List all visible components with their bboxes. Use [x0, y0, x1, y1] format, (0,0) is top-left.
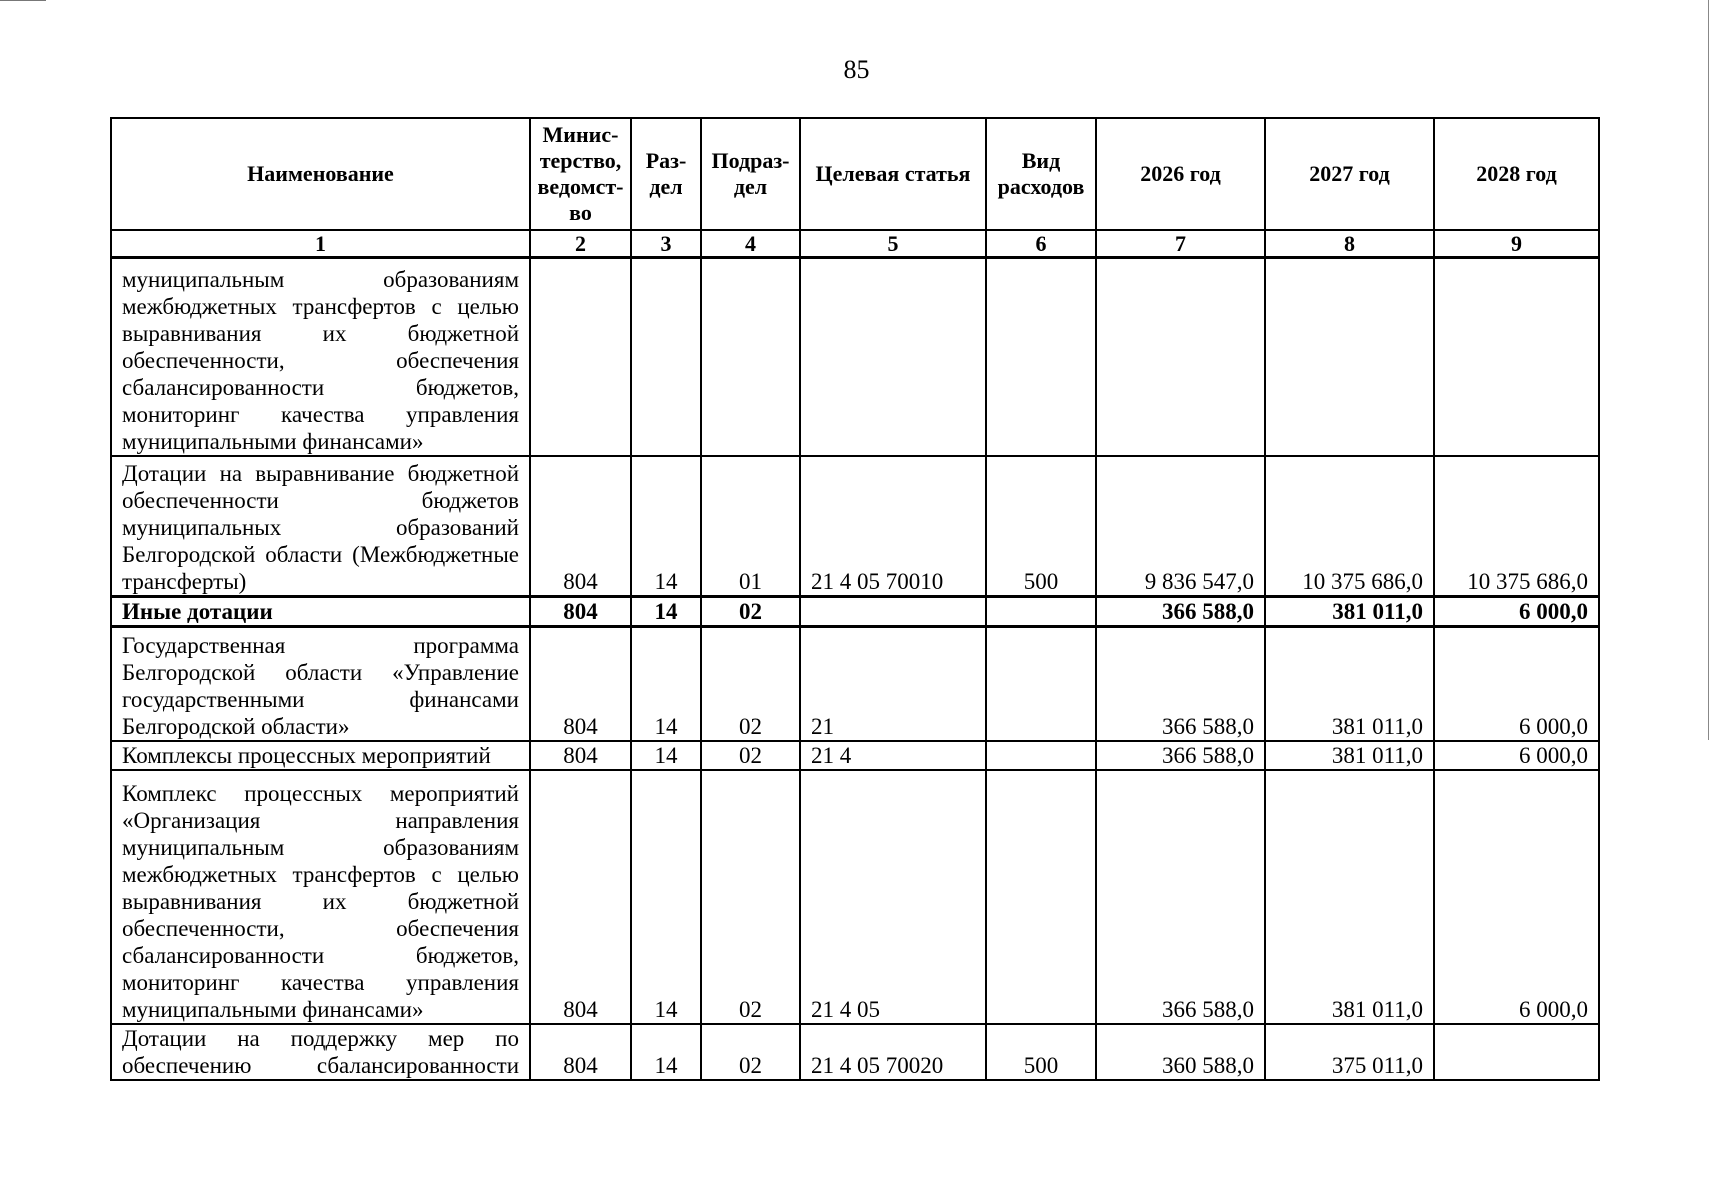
row-amount-2027: 381 011,0 [1265, 770, 1434, 1024]
scan-edge-line [1708, 0, 1709, 740]
row-expense-kind [986, 627, 1096, 741]
row-target-article [800, 258, 986, 456]
row-amount-2026: 366 588,0 [1096, 627, 1265, 741]
header-year-2026: 2026 год [1096, 118, 1265, 230]
column-number: 8 [1265, 230, 1434, 258]
header-subsection: Подраз-дел [701, 118, 800, 230]
row-subsection [701, 258, 800, 456]
row-section: 14 [631, 597, 701, 627]
row-amount-2028 [1434, 258, 1599, 456]
row-amount-2027: 10 375 686,0 [1265, 456, 1434, 597]
row-name: Иные дотации [111, 597, 530, 627]
table-header [111, 118, 1599, 258]
row-name: муниципальным образованиям межбюджетных трансфертов с целью выравнивания их бюджетной обеспеченности, обеспечения сбалансированности бюджетов, мониторинг качества управления муниципальными финансами» [111, 258, 530, 456]
row-amount-2028: 10 375 686,0 [1434, 456, 1599, 597]
table-row-total [111, 597, 1599, 627]
row-target-article: 21 4 05 70020 [800, 1024, 986, 1080]
row-expense-kind [986, 597, 1096, 627]
column-number: 3 [631, 230, 701, 258]
row-amount-2026: 366 588,0 [1096, 741, 1265, 770]
header-name: Наименование [111, 118, 530, 230]
row-subsection: 02 [701, 1024, 800, 1080]
column-number: 2 [530, 230, 631, 258]
row-expense-kind: 500 [986, 1024, 1096, 1080]
row-subsection: 02 [701, 741, 800, 770]
row-amount-2026: 360 588,0 [1096, 1024, 1265, 1080]
row-ministry: 804 [530, 627, 631, 741]
table-body [111, 258, 1599, 1080]
column-number: 6 [986, 230, 1096, 258]
row-target-article: 21 4 [800, 741, 986, 770]
row-name: Дотации на выравнивание бюджетной обеспеченности бюджетов муниципальных образований Белгородской области (Межбюджетные трансферты) [111, 456, 530, 597]
row-amount-2028: 6 000,0 [1434, 770, 1599, 1024]
row-expense-kind [986, 258, 1096, 456]
table-row [111, 741, 1599, 770]
row-ministry: 804 [530, 597, 631, 627]
row-ministry: 804 [530, 741, 631, 770]
header-target-article: Целевая статья [800, 118, 986, 230]
row-amount-2027: 375 011,0 [1265, 1024, 1434, 1080]
row-amount-2027: 381 011,0 [1265, 627, 1434, 741]
row-amount-2028: 6 000,0 [1434, 741, 1599, 770]
table-row [111, 258, 1599, 456]
column-number: 1 [111, 230, 530, 258]
row-subsection: 02 [701, 770, 800, 1024]
scan-artifact-line [0, 0, 46, 1]
row-section: 14 [631, 741, 701, 770]
row-target-article: 21 4 05 70010 [800, 456, 986, 597]
row-target-article: 21 [800, 627, 986, 741]
row-subsection: 01 [701, 456, 800, 597]
row-amount-2028: 6 000,0 [1434, 597, 1599, 627]
row-ministry: 804 [530, 456, 631, 597]
row-amount-2026: 366 588,0 [1096, 770, 1265, 1024]
row-expense-kind [986, 741, 1096, 770]
row-section: 14 [631, 627, 701, 741]
row-amount-2028: 6 000,0 [1434, 627, 1599, 741]
row-amount-2027 [1265, 258, 1434, 456]
row-amount-2026: 9 836 547,0 [1096, 456, 1265, 597]
row-amount-2027: 381 011,0 [1265, 597, 1434, 627]
column-number-row [111, 230, 1599, 258]
row-target-article: 21 4 05 [800, 770, 986, 1024]
row-section: 14 [631, 770, 701, 1024]
header-section: Раз-дел [631, 118, 701, 230]
header-expense-kind: Вид расходов [986, 118, 1096, 230]
row-name: Дотации на поддержку мер по обеспечению сбалансированности [111, 1024, 530, 1080]
row-name: Комплексы процессных мероприятий [111, 741, 530, 770]
table-row [111, 456, 1599, 597]
row-amount-2026: 366 588,0 [1096, 597, 1265, 627]
column-number: 4 [701, 230, 800, 258]
column-number: 9 [1434, 230, 1599, 258]
row-ministry: 804 [530, 770, 631, 1024]
row-amount-2028 [1434, 1024, 1599, 1080]
column-number: 5 [800, 230, 986, 258]
header-ministry: Минис-терство, ведомст-во [530, 118, 631, 230]
column-number: 7 [1096, 230, 1265, 258]
table-row [111, 627, 1599, 741]
header-year-2027: 2027 год [1265, 118, 1434, 230]
header-row [111, 118, 1599, 230]
row-expense-kind [986, 770, 1096, 1024]
row-ministry [530, 258, 631, 456]
budget-table [110, 117, 1600, 1081]
row-section: 14 [631, 456, 701, 597]
table-row [111, 1024, 1599, 1080]
table-row [111, 770, 1599, 1024]
row-section [631, 258, 701, 456]
row-subsection: 02 [701, 597, 800, 627]
row-section: 14 [631, 1024, 701, 1080]
row-ministry: 804 [530, 1024, 631, 1080]
row-subsection: 02 [701, 627, 800, 741]
row-amount-2027: 381 011,0 [1265, 741, 1434, 770]
row-name: Комплекс процессных мероприятий «Организация направления муниципальным образованиям межбюджетных трансфертов с целью выравнивания их бюджетной обеспеченности, обеспечения сбалансированности бюджетов, мониторинг качества управления муниципальными финансами» [111, 770, 530, 1024]
row-target-article [800, 597, 986, 627]
row-amount-2026 [1096, 258, 1265, 456]
row-name: Государственная программа Белгородской области «Управление государственными финансами Белгородской области» [111, 627, 530, 741]
page-number: 85 [843, 55, 870, 84]
row-expense-kind: 500 [986, 456, 1096, 597]
header-year-2028: 2028 год [1434, 118, 1599, 230]
